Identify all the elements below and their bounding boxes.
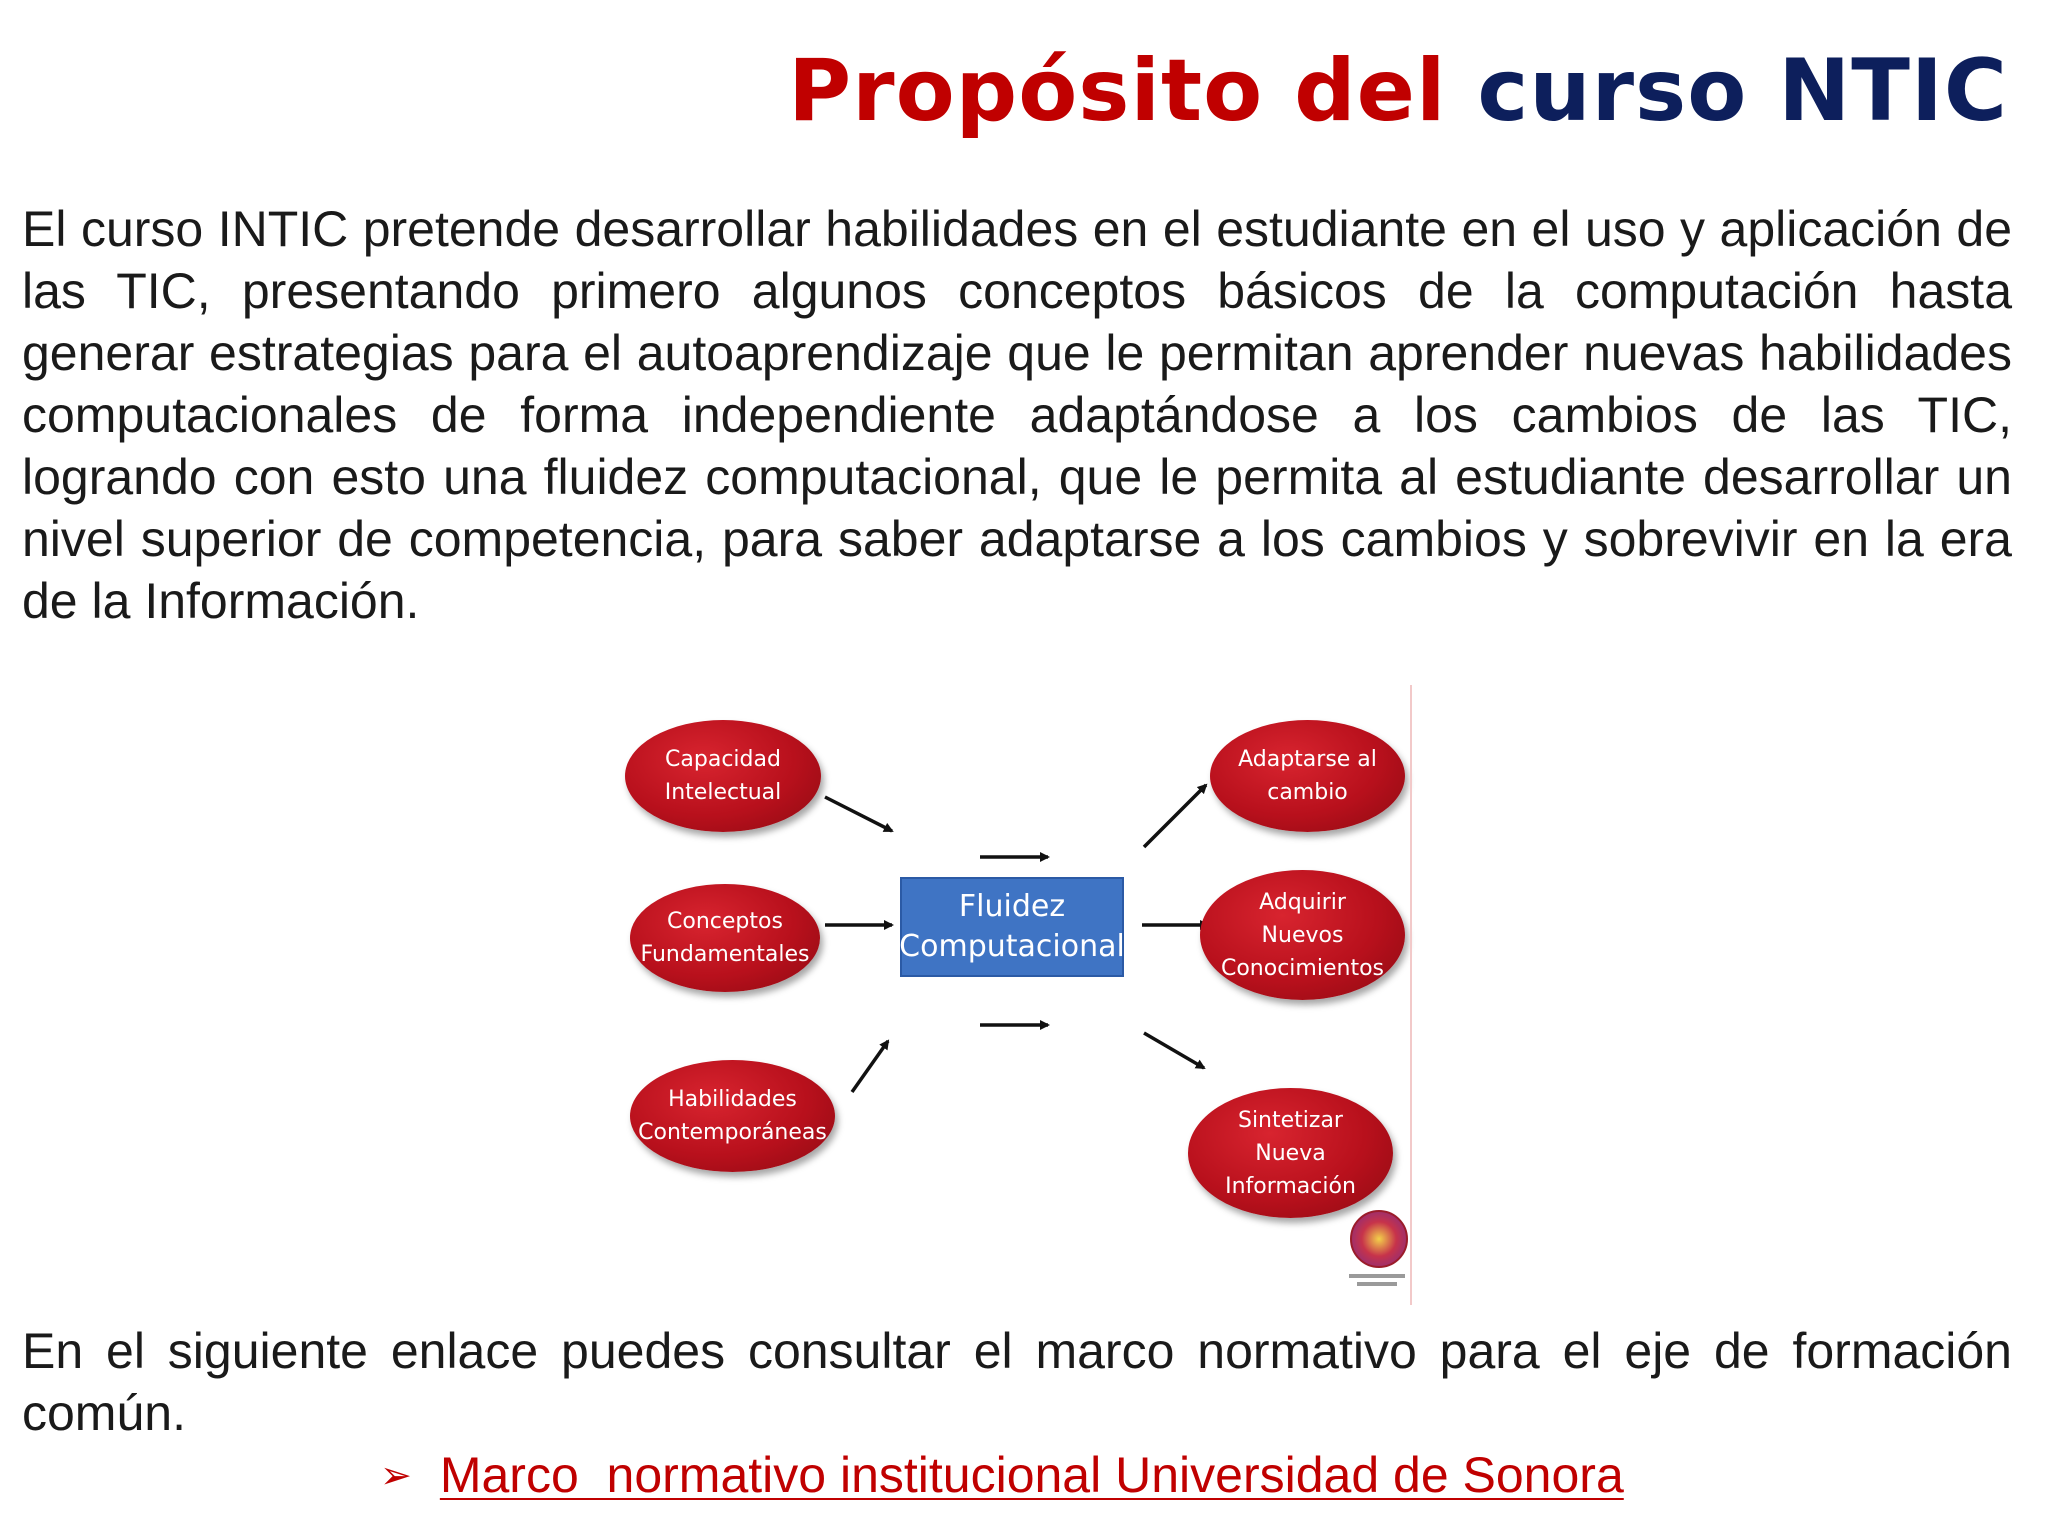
diagram-right-border	[1410, 685, 1412, 1305]
oval-adaptarse-al-cambio	[1210, 720, 1405, 832]
arrow-capacidad-to-center	[825, 797, 892, 831]
oval-conceptos-fundamentales	[630, 884, 820, 992]
arrow-habilidades-to-center	[852, 1041, 888, 1092]
oval-label-line: Conceptos	[667, 909, 783, 934]
oval-label-line: Nueva	[1255, 1140, 1326, 1166]
oval-label-line: Capacidad	[665, 747, 781, 772]
center-label-line: Computacional	[899, 929, 1125, 964]
outro-paragraph: En el siguiente enlace puedes consultar el marco normativo para el eje de formación común.	[22, 1323, 2012, 1441]
oval-label-line: Información	[1225, 1173, 1356, 1199]
title-part-red: Propósito del	[788, 41, 1447, 141]
oval-label-line: Sintetizar	[1237, 1107, 1343, 1133]
oval-label-line: Adaptarse al	[1238, 747, 1377, 772]
link-bullet-row	[380, 1444, 1624, 1506]
arrow-center-to-adaptarse	[1144, 785, 1206, 847]
oval-label-line: Habilidades	[668, 1087, 797, 1112]
marco-normativo-link[interactable]: Marco normativo institucional Universidad de Sonora	[439, 1447, 1624, 1503]
fluency-diagram	[610, 685, 1415, 1305]
oval-habilidades-contemporaneas	[630, 1060, 835, 1172]
intro-paragraph: El curso INTIC pretende desarrollar habilidades en el estudiante en el uso y aplicación de las TIC, presentando primero algunos conceptos básicos de la computación hasta generar estrategias para el autoaprendizaje que le permitan aprender nuevas habilidades computacionales de forma independiente adaptándose a los cambios de las TIC, logrando con esto una fluidez computacional, que le permita al estudiante desarrollar un nivel superior de competencia, para saber adaptarse a los cambios y sobrevivir en la era de la Información.	[22, 201, 2012, 629]
title-part-blue: curso NTIC	[1477, 41, 2008, 141]
oval-label-line: Fundamentales	[640, 942, 810, 967]
oval-label-line: Contemporáneas	[638, 1120, 827, 1145]
oval-label-line: Nuevos	[1261, 922, 1344, 948]
oval-label-line: Intelectual	[664, 780, 782, 805]
oval-adquirir-nuevos-conocimientos	[1200, 870, 1405, 1000]
bullet-arrow-icon: ➢	[380, 1453, 412, 1497]
oval-capacidad-intelectual	[625, 720, 821, 832]
oval-sintetizar-nueva-informacion	[1188, 1088, 1393, 1218]
center-box-fluidez-computacional	[900, 877, 1124, 977]
seal-motto-line	[1357, 1282, 1397, 1286]
center-label-line: Fluidez	[958, 889, 1066, 924]
oval-label-line: Conocimientos	[1220, 955, 1384, 981]
seal-emblem	[1350, 1210, 1408, 1268]
university-seal-logo	[1347, 1210, 1407, 1290]
slide-title	[788, 40, 2008, 143]
arrow-center-to-sintetizar	[1144, 1033, 1204, 1068]
oval-label-line: Adquirir	[1259, 889, 1346, 915]
seal-motto-line	[1349, 1274, 1405, 1278]
oval-label-line: cambio	[1267, 780, 1348, 805]
